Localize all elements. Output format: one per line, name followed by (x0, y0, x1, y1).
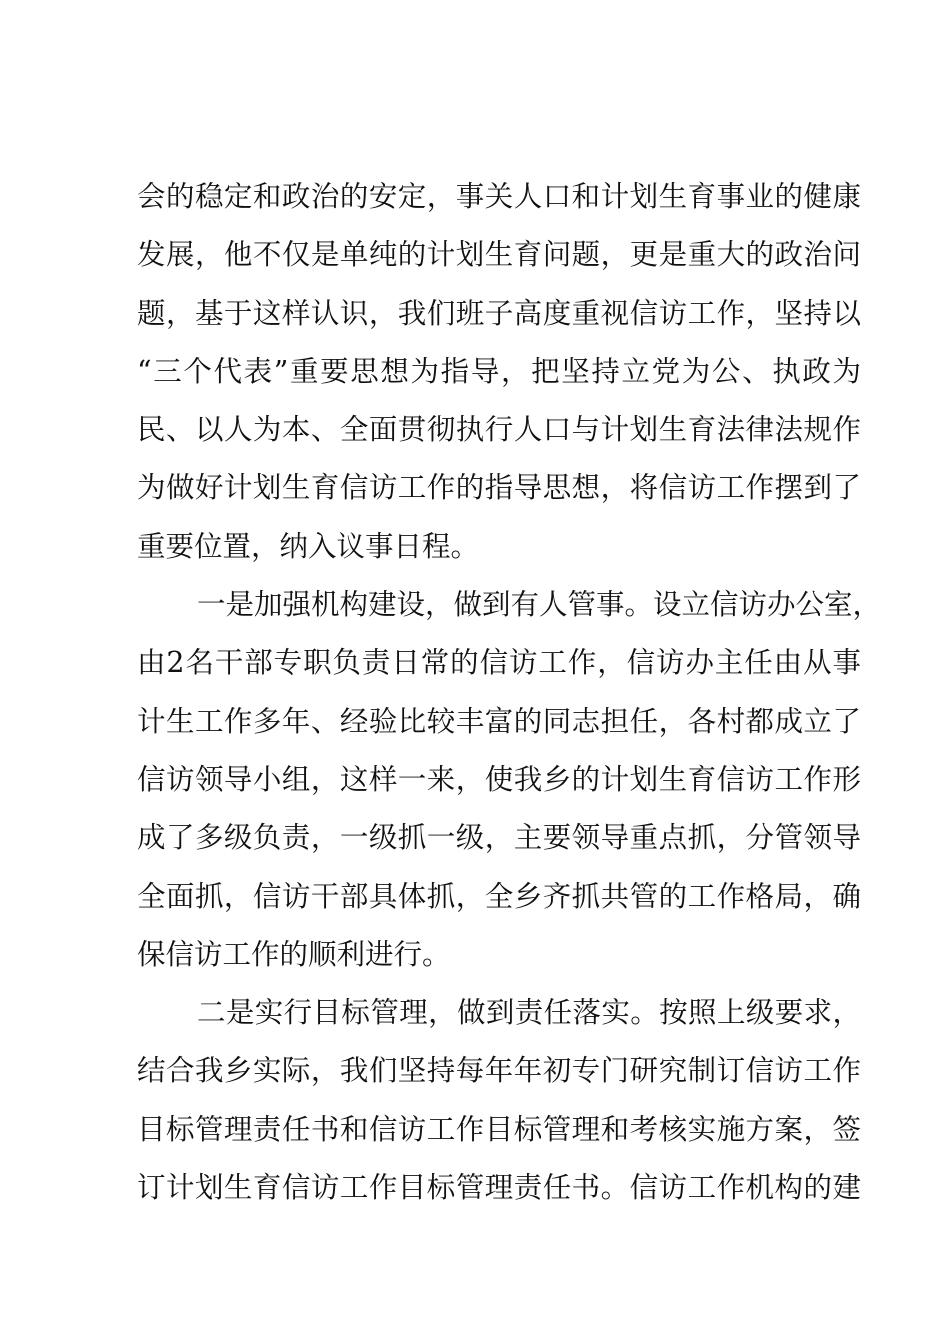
text-line: 重要位置，纳入议事日程。 (137, 529, 480, 563)
text-line: 目标管理责任书和信访工作目标管理和考核实施方案，签 (137, 1112, 861, 1146)
paragraph-first-line: 二是实行目标管理，做到责任落实。按照上级要求， (197, 996, 861, 1030)
text-line: 发展，他不仅是单纯的计划生育问题，更是重大的政治问 (137, 238, 861, 272)
text-line: 保信访工作的顺利进行。 (137, 937, 451, 971)
text-line: 为做好计划生育信访工作的指导思想，将信访工作摆到了 (137, 471, 861, 505)
text-line: 题，基于这样认识，我们班子高度重视信访工作，坚持以 (137, 296, 861, 330)
text-line: 结合我乡实际，我们坚持每年年初专门研究制订信访工作 (137, 1054, 861, 1088)
text-line: 信访领导小组，这样一来，使我乡的计划生育信访工作形 (137, 762, 861, 796)
text-line: 会的稳定和政治的安定，事关人口和计划生育事业的健康 (137, 180, 861, 213)
text-line: 全面抓，信访干部具体抓，全乡齐抓共管的工作格局，确 (137, 879, 861, 913)
text-line: 民、以人为本、全面贯彻执行人口与计划生育法律法规作 (137, 413, 861, 447)
text-line: 计生工作多年、经验比较丰富的同志担任，各村都成立了 (137, 704, 861, 738)
paragraph-first-line: 一是加强机构建设，做到有人管事。设立信访办公室， (197, 588, 882, 622)
text-line: 由2名干部专职负责日常的信访工作，信访办主任由从事 (137, 646, 861, 680)
text-line: “三个代表”重要思想为指导，把坚持立党为公、执政为 (137, 354, 861, 388)
text-line: 订计划生育信访工作目标管理责任书。信访工作机构的建 (137, 1171, 861, 1205)
body-text (137, 168, 882, 1217)
text-line: 成了多级负责，一级抓一级，主要领导重点抓，分管领导 (137, 821, 861, 855)
